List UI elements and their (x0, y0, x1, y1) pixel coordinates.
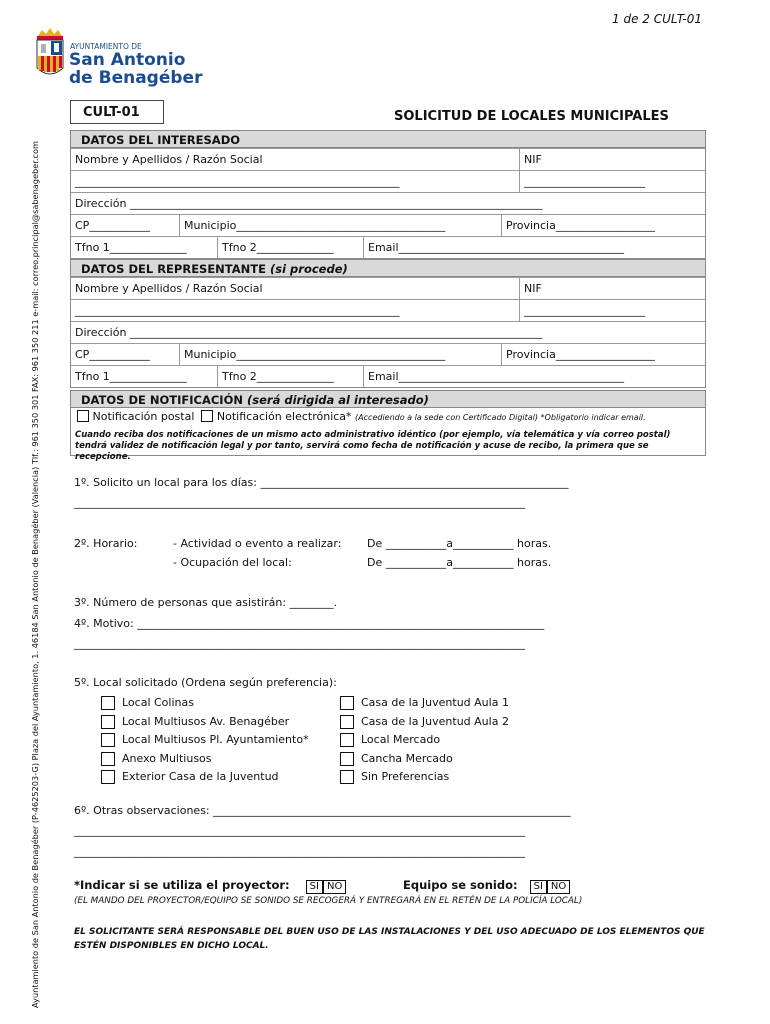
q6-field[interactable]: _________________________________________________________________ (213, 804, 571, 817)
q2-row1-a: a (446, 537, 453, 550)
responsable-note: EL SOLICITANTE SERÁ RESPONSABLE DEL BUEN USO DE LAS INSTALACIONES Y DEL USO ADECUADO DE LOS ELEMENTOS QUE ESTÉN DISPONIBLES EN DICHO LOCAL. (74, 927, 705, 951)
rep-nombre-field[interactable]: ___________________________________________________________ (75, 304, 400, 317)
q5-left-checkbox[interactable] (101, 770, 115, 784)
proyector-label: *Indicar si se utiliza el proyector: (74, 878, 290, 892)
nif-label: NIF (519, 149, 707, 170)
q2-row2-de: De (367, 556, 383, 569)
q5-right-checkbox[interactable] (340, 715, 354, 729)
notificacion-postal-checkbox[interactable] (77, 410, 89, 422)
rep-tfno1-field[interactable]: Tfno 1______________ (75, 370, 187, 383)
interesado-heading: DATOS DEL INTERESADO (70, 130, 706, 148)
q5-left-checkbox[interactable] (101, 733, 115, 747)
q5-right-label: Sin Preferencias (361, 770, 450, 783)
logo-line3: de Benagéber (69, 68, 203, 88)
notificacion-electronica-checkbox[interactable] (201, 410, 213, 422)
rep-email-field[interactable]: Email_________________________________________ (363, 366, 707, 387)
q2-row1-from-field[interactable]: ___________ (385, 537, 447, 550)
page-number: 1 de 2 CULT-01 (612, 12, 702, 26)
q5-left-label: Local Multiusos Pl. Ayuntamiento* (122, 733, 309, 746)
q5-right-checkbox[interactable] (340, 770, 354, 784)
q2-row1-label: - Actividad o evento a realizar: (173, 537, 342, 550)
sonido-si-box[interactable]: SI (530, 880, 547, 894)
proyector-no-box[interactable]: NO (323, 880, 346, 894)
q5-left-checkbox[interactable] (101, 696, 115, 710)
q5-right-label: Casa de la Juventud Aula 1 (361, 696, 509, 709)
rep-nombre-label: Nombre y Apellidos / Razón Social (75, 282, 263, 295)
proyector-row (74, 878, 346, 894)
q2-row2-a: a (446, 556, 453, 569)
q5-left-label: Exterior Casa de la Juventud (122, 770, 279, 783)
q2-row2-label: - Ocupación del local: (173, 556, 292, 569)
q4-field[interactable]: __________________________________________________________________________ (137, 617, 545, 630)
q3-row (74, 596, 337, 609)
q5-left-checkbox[interactable] (101, 715, 115, 729)
tfno2-field[interactable]: Tfno 2______________ (217, 237, 363, 258)
q6-row (74, 804, 571, 817)
nombre-label: Nombre y Apellidos / Razón Social (75, 153, 263, 166)
representante-table (70, 277, 706, 388)
q5-left-checkbox[interactable] (101, 752, 115, 766)
q3-field[interactable]: ________. (289, 596, 338, 609)
form-title: SOLICITUD DE LOCALES MUNICIPALES (394, 109, 669, 124)
municipio-field[interactable]: Municipio______________________________________ (179, 215, 501, 236)
nombre-field[interactable]: ___________________________________________________________ (75, 175, 400, 188)
q2-row1-horas: horas. (517, 537, 552, 550)
q6-label: 6º. Otras observaciones: (74, 804, 210, 817)
direccion-field[interactable]: Dirección ___________________________________________________________________________ (75, 197, 543, 210)
q2-label: 2º. Horario: (74, 537, 138, 550)
q5-left-label: Local Multiusos Av. Benagéber (122, 714, 290, 728)
interesado-table (70, 148, 706, 259)
rep-tfno2-field[interactable]: Tfno 2______________ (217, 366, 363, 387)
rep-cp-field[interactable]: CP___________ (75, 348, 150, 361)
proyector-note: (EL MANDO DEL PROYECTOR/EQUIPO SE SONIDO SE RECOGERÁ Y ENTREGARÁ EN EL RETÉN DE LA POLICÍA LOCAL) (74, 896, 583, 906)
provincia-field[interactable]: Provincia__________________ (501, 215, 707, 236)
q2-row1-time (367, 537, 551, 550)
q5-right-checkbox[interactable] (340, 752, 354, 766)
representante-heading-suffix: (si procede) (270, 262, 348, 276)
sonido-label: Equipo se sonido: (403, 878, 518, 892)
notificacion-heading-text: DATOS DE NOTIFICACIÓN (81, 393, 243, 407)
q1-field[interactable]: ________________________________________________________ (260, 476, 569, 489)
q5-left-label: Anexo Multiusos (122, 751, 212, 765)
q4-field-2[interactable]: __________________________________________________________________________________ (74, 637, 525, 650)
q1-field-2[interactable]: __________________________________________________________________________________ (74, 496, 525, 509)
notificacion-electronica-label: Notificación electrónica* (216, 410, 352, 423)
notificacion-heading-suffix: (será dirigida al interesado) (247, 393, 429, 407)
notificacion-warning: Cuando reciba dos notificaciones de un mismo acto administrativo idéntico (por ejemplo, vía telemática y vía correo postal) tendrá validez de notificación legal y por tanto, servirá como fecha de notificación y acuse de recibo, la primera que se recepcione. (75, 430, 671, 462)
cp-field[interactable]: CP___________ (75, 219, 150, 232)
logo (34, 28, 234, 90)
q6-field-2[interactable]: __________________________________________________________________________________ (74, 824, 525, 837)
rep-nif-label: NIF (519, 278, 707, 299)
q5-right-label: Cancha Mercado (361, 751, 453, 765)
q5-right-label: Local Mercado (361, 733, 441, 746)
q2-row2-to-field[interactable]: ___________ (453, 556, 514, 569)
sonido-no-box[interactable]: NO (547, 880, 570, 894)
tfno1-field[interactable]: Tfno 1______________ (75, 241, 187, 254)
q5-right-checkbox[interactable] (340, 733, 354, 747)
sonido-row (403, 878, 570, 894)
rep-provincia-field[interactable]: Provincia__________________ (501, 344, 707, 365)
notificacion-postal-label: Notificación postal (92, 410, 195, 423)
rep-nif-field[interactable]: ______________________ (519, 300, 707, 321)
q4-row (74, 617, 544, 630)
logo-line2: San Antonio (69, 50, 186, 70)
representante-heading (70, 259, 706, 277)
q3-label: 3º. Número de personas que asistirán: (74, 596, 287, 609)
q5-right-label: Casa de la Juventud Aula 2 (361, 714, 509, 728)
representante-heading-text: DATOS DEL REPRESENTANTE (81, 262, 266, 276)
email-field[interactable]: Email_________________________________________ (363, 237, 707, 258)
q4-label: 4º. Motivo: (74, 617, 134, 630)
logo-line1: AYUNTAMIENTO DE (70, 42, 142, 51)
q2-row2-from-field[interactable]: ___________ (385, 556, 447, 569)
q1-label: 1º. Solicito un local para los días: (74, 476, 257, 489)
rep-municipio-field[interactable]: Municipio______________________________________ (179, 344, 501, 365)
rep-direccion-field[interactable]: Dirección ___________________________________________________________________________ (75, 326, 543, 339)
notificacion-heading (70, 390, 706, 408)
notificacion-electronica-note: (Accediendo a la sede con Certificado Digital) *Obligatorio indicar email. (355, 413, 646, 422)
q2-row1-de: De (367, 537, 383, 550)
q5-right-checkbox[interactable] (340, 696, 354, 710)
q5-left-label: Local Colinas (122, 696, 194, 709)
q2-row2-horas: horas. (517, 556, 552, 569)
nif-field[interactable]: ______________________ (519, 171, 707, 192)
coat-of-arms-icon (34, 28, 66, 86)
q2-row2-time (367, 556, 551, 569)
q5-label: 5º. Local solicitado (Ordena según preferencia): (74, 676, 337, 689)
q6-field-3[interactable]: __________________________________________________________________________________ (74, 845, 525, 858)
q2-row1-to-field[interactable]: ___________ (453, 537, 514, 550)
side-address-text: Ayuntamiento de San Antonio de Benagéber (P-4625203-G) Plaza del Ayuntamiento, 1. 46184 San Antonio de Benagéber (Valencia) Tlf.: 961 350 301 FAX: 961 350 211 e-mail: correo.principal@sabenageber.com (30, 141, 40, 1008)
form-code: CULT-01 (70, 100, 164, 124)
q1-row (74, 476, 568, 489)
notificacion-box (70, 408, 706, 462)
proyector-si-box[interactable]: SI (306, 880, 323, 894)
